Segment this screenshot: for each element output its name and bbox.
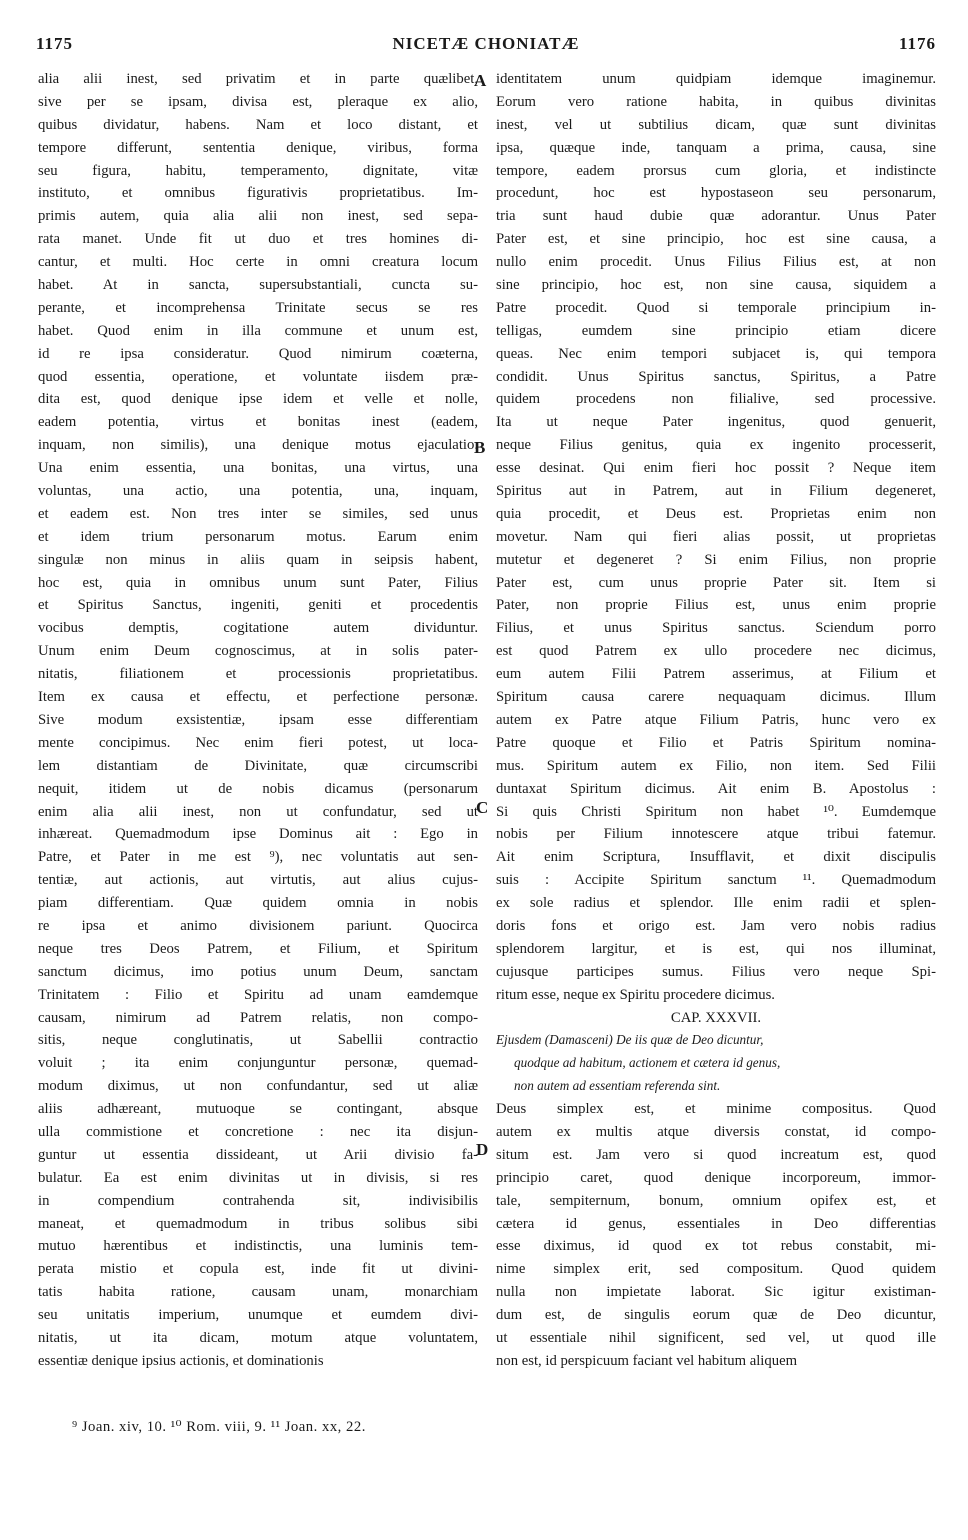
chapter-title-line: non autem ad essentiam referenda sint. bbox=[514, 1078, 721, 1094]
text-line: Patre, et Pater in me est ⁹), nec voluntatis aut sen- bbox=[38, 849, 478, 866]
text-line: nobis per Filium innotescere atque tribui fatemur. bbox=[496, 826, 936, 843]
text-line: primis autem, quia alia alii non inest, sed sepa- bbox=[38, 208, 478, 225]
text-line: tentiæ, aut actionis, aut virtutis, aut alius cujus- bbox=[38, 872, 478, 889]
text-line: Ita ut neque Pater ingenitus, quod genuerit, bbox=[496, 414, 936, 431]
text-line: piam differentiam. Quæ quidem omnia in nobis bbox=[38, 895, 478, 912]
text-line: seu unitatis imperium, unumque et eumdem divi- bbox=[38, 1307, 478, 1324]
text-line: vocibus demptis, cogitatione autem dividuntur. bbox=[38, 620, 478, 637]
text-line: habet. Quod enim in illa commune et unum est, bbox=[38, 322, 478, 339]
text-line: ut essentiale nihil significent, sed vel, ut quod ille bbox=[496, 1329, 936, 1346]
chapter-heading: CAP. XXXVII. bbox=[670, 1009, 762, 1026]
text-line: quod essentia, operatione, et voluntate iisdem præ- bbox=[38, 368, 478, 385]
text-line: nullo enim procedit. Unus Filius Filius est, at non bbox=[496, 254, 936, 271]
text-line: mutetur et degeneret ? Si enim Filius, non proprie bbox=[496, 551, 936, 568]
text-line: Deus simplex est, et minime compositus. Quod bbox=[496, 1101, 936, 1118]
right-column bbox=[496, 68, 936, 1373]
text-line: telligas, eumdem sine principio etiam dicere bbox=[496, 322, 936, 339]
text-line: singulæ non minus in aliis quam in seipsis habent, bbox=[38, 551, 478, 568]
text-line: tempore differunt, sententia denique, viribus, forma bbox=[38, 139, 478, 156]
text-line: enim alia alii inest, non ut confundatur, sed ut bbox=[38, 803, 478, 820]
margin-marker-c: C bbox=[476, 798, 489, 817]
text-line: mente concipimus. Nec enim fieri potest, ut loca- bbox=[38, 734, 478, 751]
text-line: dum est, de singulis eorum quæ de Deo dicuntur, bbox=[496, 1307, 936, 1324]
text-line: esse diximus, id quod ex tot rebus constabit, mi- bbox=[496, 1238, 936, 1255]
text-line: sanctum dicimus, imo potius unum Deum, sanctam bbox=[38, 963, 478, 980]
text-line: Pater est, et sine principio, hoc est sine causa, a bbox=[496, 231, 936, 248]
text-line: eum autem Filii Patrem asserimus, at Filium et bbox=[496, 666, 936, 683]
page-number-right: 1176 bbox=[898, 34, 936, 53]
text-line: inhæreat. Quemadmodum ipse Dominus ait : Ego in bbox=[38, 826, 478, 843]
text-line: habet. At in sancta, supersubstantiali, cuncta su- bbox=[38, 277, 478, 294]
text-line: perata mistio et copula est, inde fit ut divini- bbox=[38, 1261, 478, 1278]
text-line: Eorum vero ratione habita, in quibus divinitas bbox=[496, 93, 936, 110]
running-header bbox=[36, 34, 936, 64]
text-line: Filius, et unus Spiritus sanctus. Sciendum porro bbox=[496, 620, 936, 637]
text-line: Pater, non proprie Filius est, unus enim proprie bbox=[496, 597, 936, 614]
text-line: dita est, quod denique ipse idem et velle et nolle, bbox=[38, 391, 478, 408]
text-line: modum diximus, ut non confundantur, sed ut aliæ bbox=[38, 1078, 478, 1095]
text-line: maneat, et quemadmodum in tribus solibus sibi bbox=[38, 1215, 478, 1232]
text-line: causam, nimirum ad Patrem relatis, non compo- bbox=[38, 1009, 478, 1026]
text-line: neque tres Deos Patrem, et Filium, et Spiritum bbox=[38, 940, 478, 957]
text-line: cætera id genus, essentiales in Deo differentias bbox=[496, 1215, 936, 1232]
text-line: nulla non impietate laborat. Sic igitur existiman- bbox=[496, 1284, 936, 1301]
text-line: Unum enim Deum cognoscimus, at in solis pater- bbox=[38, 643, 478, 660]
text-line: est quod Patrem ex ullo procedere nec dicimus, bbox=[496, 643, 936, 660]
text-line: essentiæ denique ipsius actionis, et dominationis bbox=[38, 1352, 324, 1369]
text-line: cujusque participes sumus. Filius vero neque Spi- bbox=[496, 963, 936, 980]
text-line: condidit. Unus Spiritus sanctus, Spiritus, a Patre bbox=[496, 368, 936, 385]
text-line: hoc est, quia in omnibus unum sunt Pater, Filius bbox=[38, 574, 478, 591]
text-line: quia procedit, et Deus est. Proprietas enim non bbox=[496, 505, 936, 522]
text-line: Spiritus aut in Patrem, aut in Filium degeneret, bbox=[496, 483, 936, 500]
text-line: Una enim essentia, una bonitas, una virtus, una bbox=[38, 460, 478, 477]
chapter-title-line: quodque ad habitum, actionem et cætera id genus, bbox=[514, 1055, 781, 1071]
text-line: et idem trium personarum motus. Earum enim bbox=[38, 528, 478, 545]
text-line: lem distantiam de Divinitate, quæ circumscribi bbox=[38, 757, 478, 774]
text-line: in compendium contrahenda sit, indivisibilis bbox=[38, 1192, 478, 1209]
text-line: mutuo hærentibus et indistinctis, una luminis tem- bbox=[38, 1238, 478, 1255]
text-line: autem ex Patre atque Filium Patris, hunc vero ex bbox=[496, 711, 936, 728]
text-line: quibus dividatur, habens. Nam et loco distant, et bbox=[38, 116, 478, 133]
text-line: suis : Accipite Spiritum sanctum ¹¹. Quemadmodum bbox=[496, 872, 936, 889]
text-line: principio caret, quod denique incorporeum, immor- bbox=[496, 1169, 936, 1186]
text-line: Sive modum exsistentiæ, ipsam esse differentiam bbox=[38, 711, 478, 728]
text-line: id re ipsa consideratur. Quod nimirum coæterna, bbox=[38, 345, 478, 362]
text-line: inquam, non similis), una denique motus ejaculatio. bbox=[38, 437, 478, 454]
text-line: neque Filius genitus, quia ex ingenito processerit, bbox=[496, 437, 936, 454]
text-line: nitatis, filiationem et processionis proprietatibus. bbox=[38, 666, 478, 683]
text-line: eadem potentia, virtus et bonitas inest (eadem, bbox=[38, 414, 478, 431]
text-line: bulatur. Ea est enim divinitas ut in divisis, si res bbox=[38, 1169, 478, 1186]
text-line: doris fons et origo est. Jam vero nobis radius bbox=[496, 917, 936, 934]
text-line: tale, sempiternum, bonum, omnium opifex est, et bbox=[496, 1192, 936, 1209]
text-line: et Spiritus Sanctus, ingeniti, geniti et procedentis bbox=[38, 597, 478, 614]
text-line: aliis adhæreant, mutuoque se contingant, absque bbox=[38, 1101, 478, 1118]
margin-marker-a: A bbox=[474, 71, 487, 90]
margin-marker-b: B bbox=[474, 438, 486, 457]
text-line: sitis, neque conglutinatis, ut Sabellii contractio bbox=[38, 1032, 478, 1049]
left-column bbox=[38, 68, 478, 1373]
text-line: sive per se ipsam, divisa est, pleraque ex alio, bbox=[38, 93, 478, 110]
margin-marker-d: D bbox=[476, 1140, 489, 1159]
text-line: Si quis Christi Spiritum non habet ¹⁰. Eumdemque bbox=[496, 803, 936, 820]
text-line: ulla commistione et concretione : nec ita disjun- bbox=[38, 1123, 478, 1140]
text-line: sine principio, hoc est, non sine causa, siquidem a bbox=[496, 277, 936, 294]
text-line: nitatis, ut ita dicam, motum atque voluntatem, bbox=[38, 1329, 478, 1346]
text-line: identitatem unum quidpiam idemque imaginemur. bbox=[496, 71, 936, 87]
chapter-title-line: Ejusdem (Damasceni) De iis quæ de Deo dicuntur, bbox=[496, 1032, 764, 1048]
text-line: quidem procedens non filialive, sed processive. bbox=[496, 391, 936, 408]
text-line: splendorem largitur, et is est, qui nos illuminat, bbox=[496, 940, 936, 957]
text-line: ipsa, quæque inde, tanquam a prima, causa, sine bbox=[496, 139, 936, 156]
text-line: queas. Nec enim tempori subjacet is, qui tempora bbox=[496, 345, 936, 362]
text-line: autem ex multis atque diversis constat, id compo- bbox=[496, 1123, 936, 1140]
text-line: tempore, eadem prorsus cum gloria, et indistincte bbox=[496, 162, 936, 179]
text-line: seu figura, habitu, temperamento, dignitate, vitæ bbox=[38, 162, 478, 179]
text-line: et eadem est. Non tres inter se similes, sed unus bbox=[38, 505, 478, 522]
text-line: Spiritum causa carere nequaquam dicimus. Illum bbox=[496, 689, 936, 706]
text-line: tatis habita ratione, causam unam, monarchiam bbox=[38, 1284, 478, 1301]
text-line: mus. Spiritum autem ex Filio, non item. Sed Filii bbox=[496, 757, 936, 774]
text-line: Trinitatem : Filio et Spiritu ad unam eamdemque bbox=[38, 986, 478, 1003]
text-line: nequit, itidem ut de nobis dicamus (personarum bbox=[38, 780, 478, 797]
page-title: NICETÆ CHONIATÆ bbox=[392, 34, 580, 53]
text-line: re ipsa et animo divisionem pariunt. Quocirca bbox=[38, 917, 478, 934]
text-line: voluntas, una actio, una potentia, una, inquam, bbox=[38, 483, 478, 500]
text-line: nime simplex erit, sed compositum. Quod quidem bbox=[496, 1261, 936, 1278]
text-line: ritum esse, neque ex Spiritu procedere dicimus. bbox=[496, 986, 775, 1003]
text-line: procedunt, hoc est hypostaseon seu personarum, bbox=[496, 185, 936, 202]
text-line: tria sunt haud dubie quæ adorantur. Unus Pater bbox=[496, 208, 936, 225]
text-line: rata manet. Unde fit ut duo et tres homines di- bbox=[38, 231, 478, 248]
text-line: ex sole radius et splendor. Ille enim radii et splen- bbox=[496, 895, 936, 912]
text-line: movetur. Nam qui fieri alias possit, ut proprietas bbox=[496, 528, 936, 545]
text-line: instituto, et omnibus figurativis proprietatibus. Im- bbox=[38, 185, 478, 202]
text-line: Item ex causa et effectu, et perfectione personæ. bbox=[38, 689, 478, 706]
text-line: esse desinat. Qui enim fieri hoc possit ? Neque item bbox=[496, 460, 936, 477]
footnotes: ⁹ Joan. xiv, 10. ¹⁰ Rom. viii, 9. ¹¹ Joan. xx, 22. bbox=[72, 1419, 366, 1435]
text-line: voluit ; ita enim conjunguntur personæ, quemad- bbox=[38, 1055, 478, 1072]
text-line: guntur ut essentia dissideant, ut Arii divisio fa- bbox=[38, 1146, 478, 1163]
text-line: perante, et incomprehensa Trinitate secus se res bbox=[38, 299, 478, 316]
text-line: Pater est, cum unus proprie Pater sit. Item si bbox=[496, 574, 936, 591]
page-number-left: 1175 bbox=[36, 34, 74, 53]
text-line: alia alii inest, sed privatim et in parte quælibet, bbox=[38, 71, 478, 87]
text-line: Patre procedit. Quod si temporale principium in- bbox=[496, 299, 936, 316]
text-line: duntaxat Spiritum dicimus. Ait enim B. Apostolus : bbox=[496, 780, 936, 797]
text-line: situm est. Jam vero si quod increatum est, quod bbox=[496, 1146, 936, 1163]
text-line: Patre quoque et Filio et Patris Spiritum nomina- bbox=[496, 734, 936, 751]
text-line: Ait enim Scriptura, Insufflavit, et dixit discipulis bbox=[496, 849, 936, 866]
text-line: inest, vel ut subtilius dicam, quæ sunt divinitas bbox=[496, 116, 936, 133]
text-line: non est, id perspicuum faciant vel habitum aliquem bbox=[496, 1352, 798, 1369]
text-line: cantur, et multi. Hoc certe in omni creatura locum bbox=[38, 254, 478, 271]
